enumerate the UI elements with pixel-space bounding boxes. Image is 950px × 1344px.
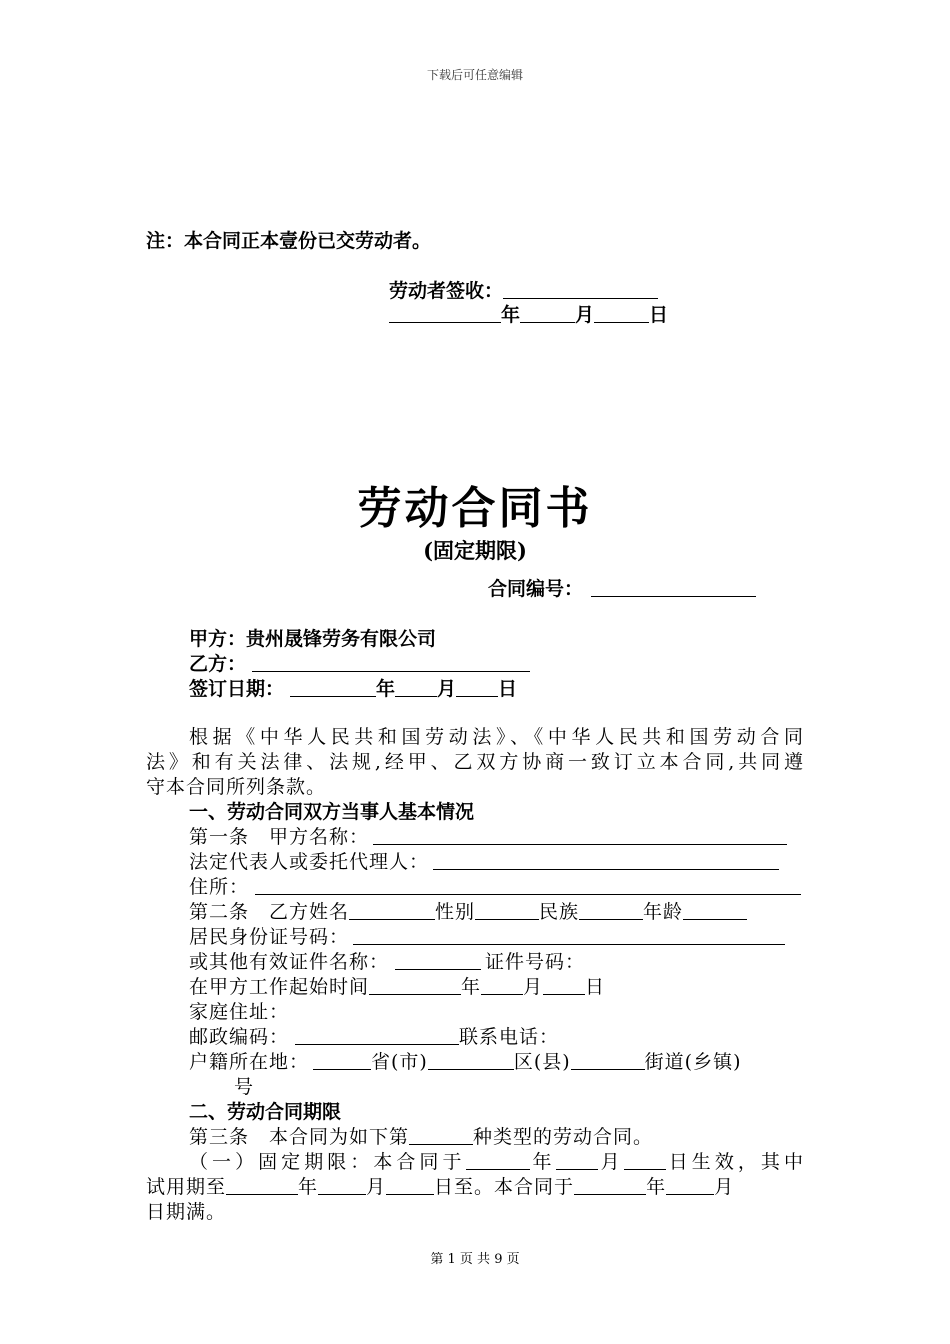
legal-rep-blank[interactable] [433,850,779,870]
sign-date-month-blank[interactable] [395,677,437,697]
article-3-row [189,1122,653,1149]
province-label: 省(市) [371,1051,428,1073]
page-footer: 第 1 页 共 9 页 [430,1252,520,1267]
party-b-row [189,649,530,676]
district-label: 区(县) [513,1051,571,1073]
trial-month-label: 月 [366,1176,387,1198]
trial-month-blank[interactable] [318,1175,366,1195]
party-a-row [189,624,436,651]
start-month-label: 月 [523,976,544,998]
start-time-label: 在甲方工作起始时间 [189,976,370,998]
street-label: 街道(乡镇) [644,1051,742,1073]
sign-date-year-blank[interactable] [290,677,376,697]
signature-day-label: 日 [649,304,669,326]
fixed-term-row [189,1147,804,1174]
trial-period-row [146,1172,734,1199]
party-b-blank[interactable] [252,652,530,672]
id-number-row [189,922,785,949]
other-id-row [189,947,585,974]
effective-suffix: 日生效，其中 [665,1151,804,1173]
age-blank[interactable] [683,900,747,920]
postal-row [189,1022,559,1049]
start-day-blank[interactable] [543,975,585,995]
signature-blank[interactable] [503,279,658,299]
expiry-line: 日期满。 [146,1201,227,1223]
signature-date-row [389,300,668,327]
expire-year-label: 年 [646,1176,667,1198]
home-address: 家庭住址： [189,1001,290,1023]
effective-day-blank[interactable] [624,1150,666,1170]
start-year-label: 年 [461,976,482,998]
employee-name-label: 第二条 乙方姓名 [189,901,350,923]
document-title: 劳动合同书 [357,483,593,534]
sign-date-month-label: 月 [437,678,457,700]
legal-rep-label: 法定代表人或委托代理人： [189,851,430,873]
section-2-heading: 二、劳动合同期限 [189,1101,342,1123]
contract-number-label: 合同编号： [488,578,584,600]
article-1-row [189,822,787,849]
effective-year-blank[interactable] [466,1150,530,1170]
article-3-label: 第三条 本合同为如下第 [189,1126,410,1148]
section-1-heading: 一、劳动合同双方当事人基本情况 [189,801,475,823]
signature-year-blank[interactable] [389,303,501,323]
sign-date-year-label: 年 [376,678,396,700]
other-id-label: 或其他有效证件名称： [189,951,390,973]
contract-number-row [488,574,756,601]
hukou-label: 户籍所在地： [189,1051,310,1073]
sign-date-row [189,674,517,701]
sign-date-day-label: 日 [498,678,518,700]
article-2-row [189,897,747,924]
ethnicity-blank[interactable] [579,900,643,920]
gender-label: 性别 [435,901,476,923]
note: 注：本合同正本壹份已交劳动者。 [146,230,432,252]
effective-month-blank[interactable] [556,1150,598,1170]
address-blank[interactable] [255,875,801,895]
signature-day-blank[interactable] [594,303,649,323]
party-a-label: 甲方： [189,628,247,650]
intro-line-3: 守本合同所列条款。 [146,776,327,798]
legal-rep-row [189,847,779,874]
trial-period-label: 试用期至 [146,1176,227,1198]
trial-year-blank[interactable] [226,1175,298,1195]
fixed-term-label: （一）固定期限：本合同于 [189,1151,466,1173]
article-3-suffix: 种类型的劳动合同。 [473,1126,654,1148]
other-id-blank[interactable] [395,950,481,970]
employer-name-blank[interactable] [373,825,787,845]
effective-month-label: 月 [597,1151,624,1173]
street-blank[interactable] [571,1050,645,1070]
article-1-label: 第一条 甲方名称： [189,826,370,848]
signature-month-blank[interactable] [520,303,575,323]
age-label: 年龄 [643,901,684,923]
party-b-label: 乙方： [189,653,247,675]
effective-year-label: 年 [529,1151,556,1173]
address-row [189,872,801,899]
ethnicity-label: 民族 [539,901,580,923]
page-header: 下载后可任意编辑 [426,68,523,82]
contract-type-blank[interactable] [409,1125,473,1145]
district-blank[interactable] [428,1050,514,1070]
postal-blank[interactable] [295,1025,459,1045]
start-year-blank[interactable] [369,975,461,995]
trial-year-label: 年 [298,1176,319,1198]
expire-month-label: 月 [714,1176,735,1198]
signature-label: 劳动者签收： [389,280,504,302]
address-label: 住所： [189,876,250,898]
hukou-row [189,1047,742,1074]
start-time-row [189,972,605,999]
party-a-value: 贵州晟锋劳务有限公司 [246,628,437,650]
house-number: 号 [234,1076,255,1098]
document-subtitle: (固定期限) [423,538,527,563]
contract-number-blank[interactable] [591,577,756,597]
start-month-blank[interactable] [481,975,523,995]
id-number-label: 居民身份证号码： [189,926,350,948]
sign-date-label: 签订日期： [189,678,285,700]
start-day-label: 日 [585,976,606,998]
employee-name-blank[interactable] [349,900,435,920]
cert-number-label: 证件号码： [485,951,586,973]
trial-day-blank[interactable] [386,1175,434,1195]
expire-month-blank[interactable] [666,1175,714,1195]
postal-label: 邮政编码： [189,1026,290,1048]
expire-year-blank[interactable] [574,1175,646,1195]
intro-line-2: 法》和有关法律、法规,经甲、乙双方协商一致订立本合同,共同遵 [146,751,804,773]
sign-date-day-blank[interactable] [456,677,498,697]
signature-row [389,276,658,303]
phone-label: 联系电话： [459,1026,560,1048]
intro-line-1: 根据《中华人民共和国劳动法》、《中华人民共和国劳动合同 [189,726,804,748]
signature-year-label: 年 [501,304,521,326]
trial-suffix: 日至。本合同于 [434,1176,575,1198]
province-blank[interactable] [313,1050,371,1070]
gender-blank[interactable] [475,900,539,920]
id-number-blank[interactable] [353,925,785,945]
signature-month-label: 月 [575,304,595,326]
